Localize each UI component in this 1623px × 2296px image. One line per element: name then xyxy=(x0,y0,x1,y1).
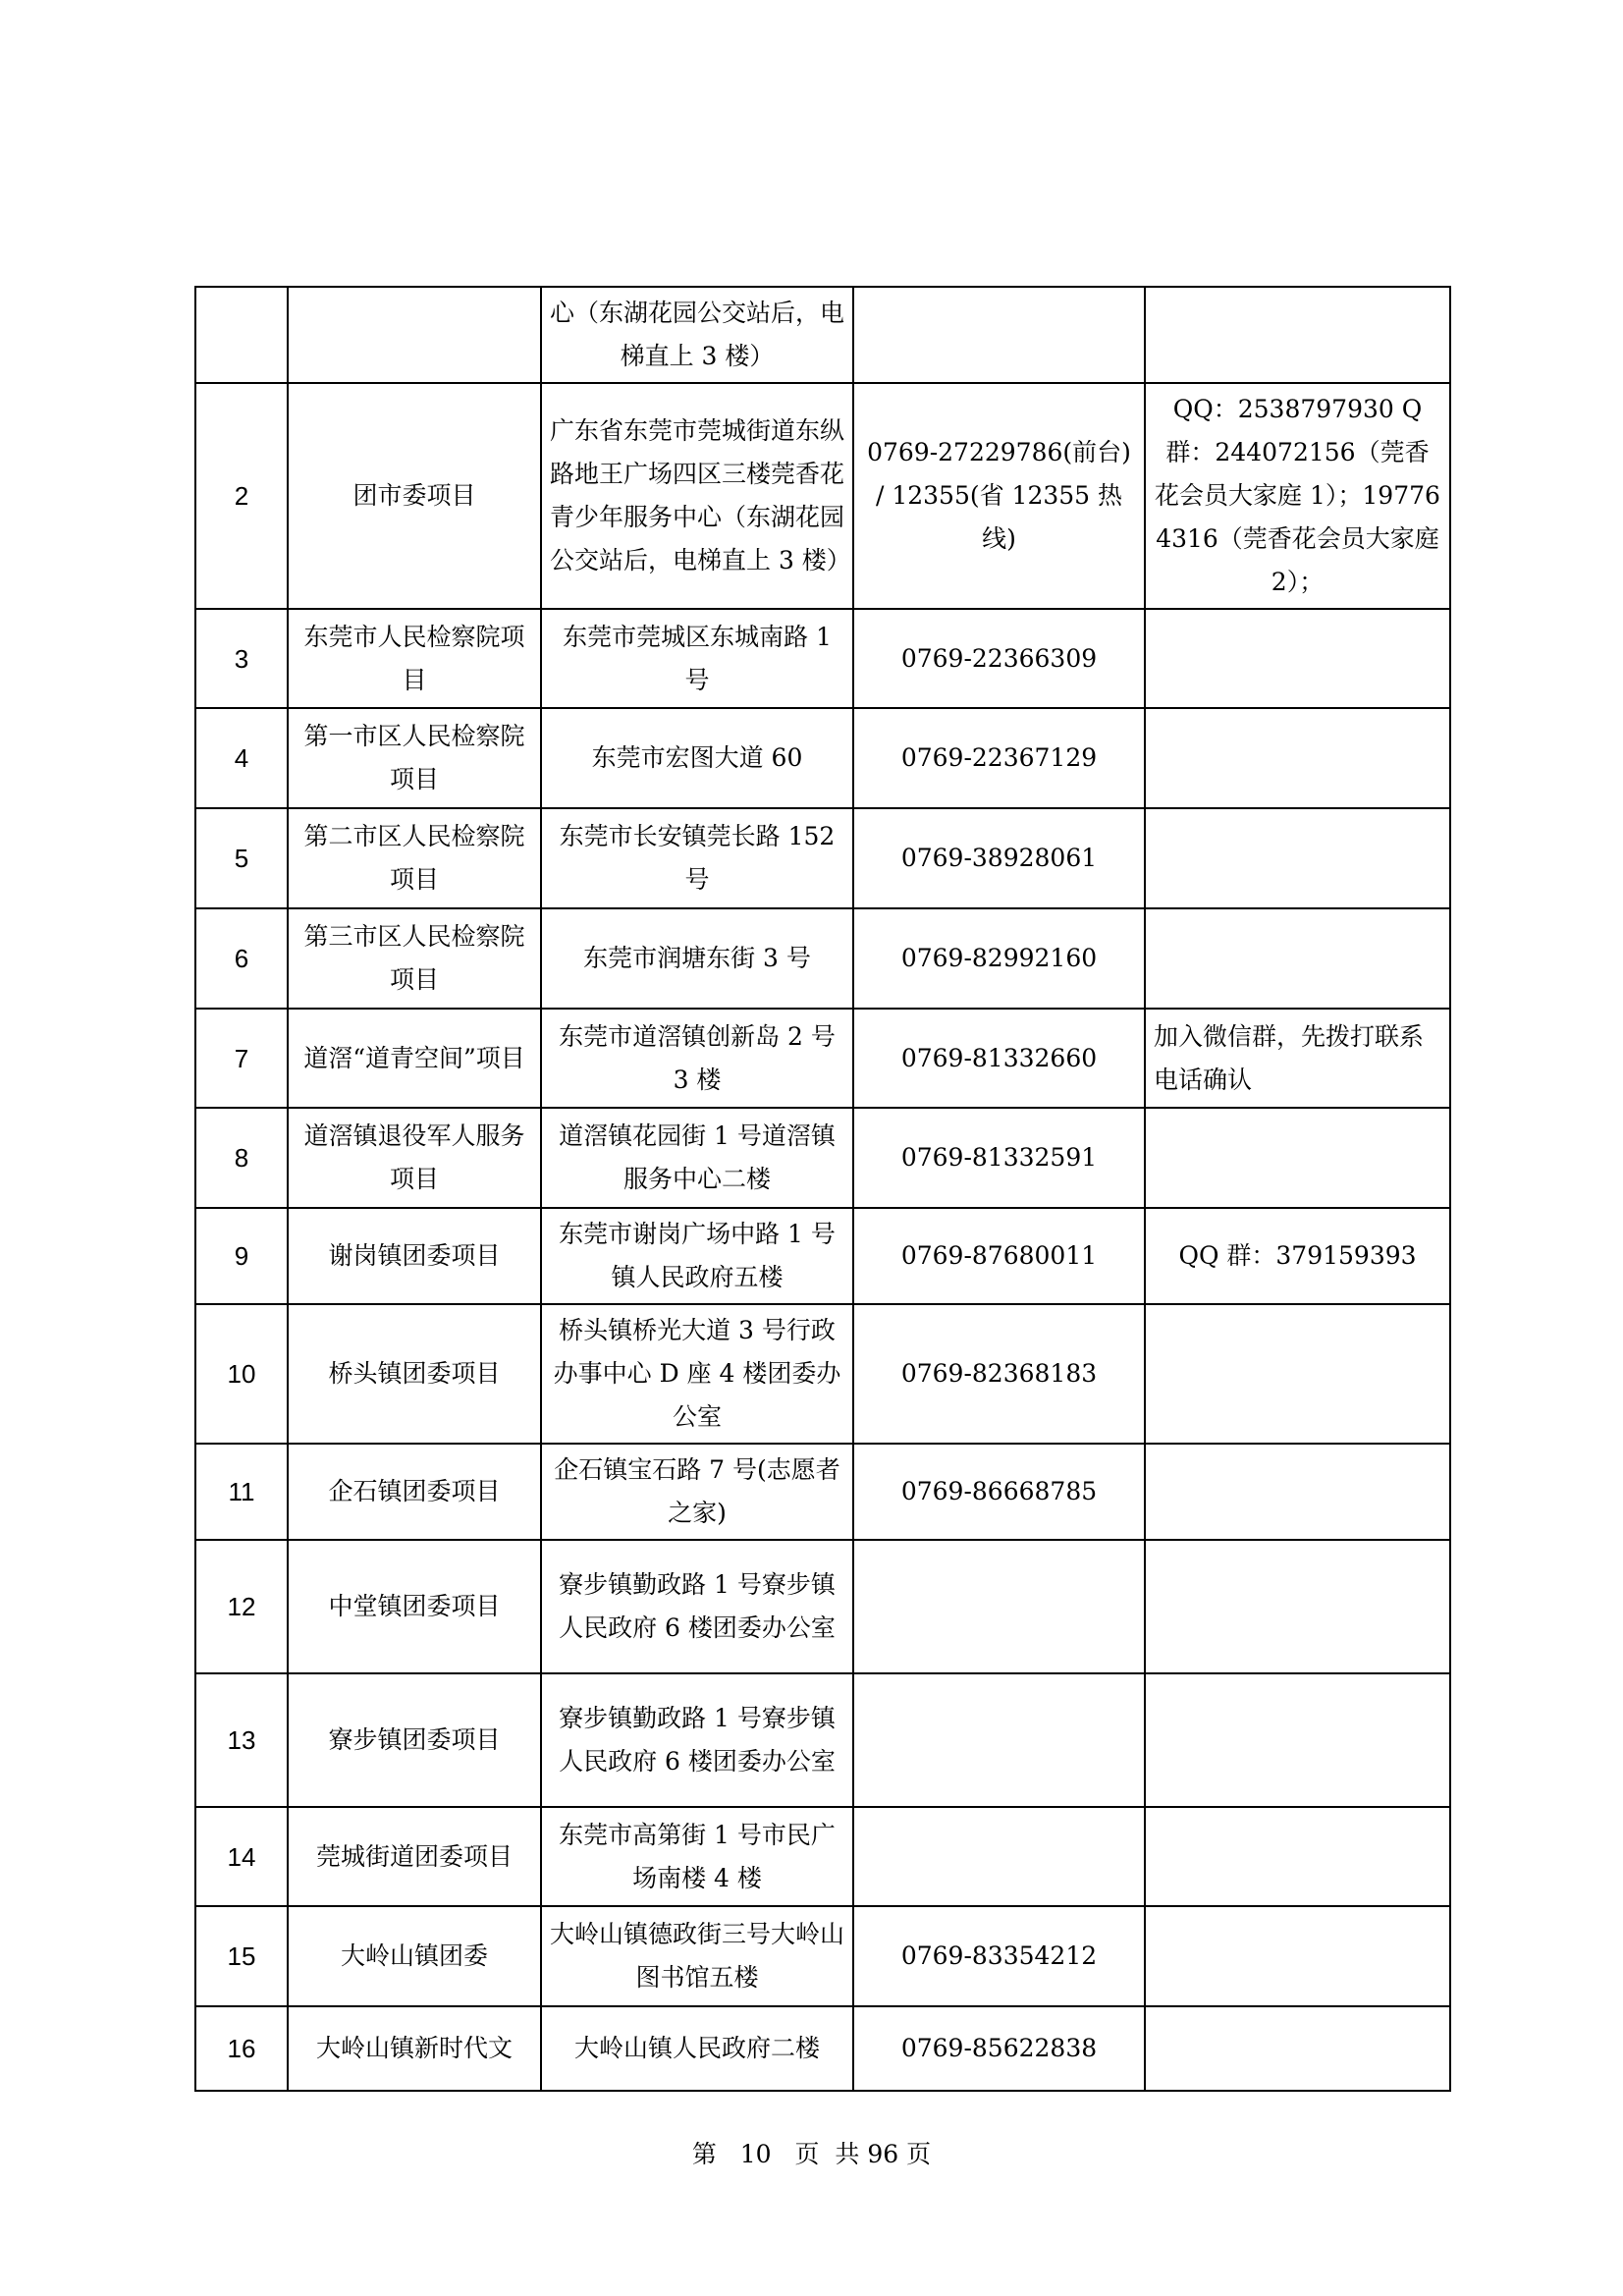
address-cell: 东莞市长安镇莞长路 152 号 xyxy=(541,808,853,908)
row-number-cell: 7 xyxy=(195,1009,288,1108)
note-cell xyxy=(1145,1540,1450,1673)
table-row xyxy=(195,287,1450,383)
note-cell xyxy=(1145,1807,1450,1906)
project-name-cell: 大岭山镇新时代文 xyxy=(288,2006,541,2091)
phone-cell xyxy=(853,287,1145,383)
phone-cell: 0769-87680011 xyxy=(853,1208,1145,1304)
page-suffix: 页 xyxy=(906,2140,932,2168)
row-number-cell: 9 xyxy=(195,1208,288,1304)
table-row xyxy=(195,1009,1450,1108)
table-row xyxy=(195,808,1450,908)
page-prefix: 第 xyxy=(691,2140,717,2168)
address-cell: 东莞市谢岗广场中路 1 号镇人民政府五楼 xyxy=(541,1208,853,1304)
table-row xyxy=(195,708,1450,808)
row-number-cell: 15 xyxy=(195,1906,288,2006)
address-cell: 企石镇宝石路 7 号(志愿者之家) xyxy=(541,1444,853,1540)
table-row xyxy=(195,908,1450,1009)
phone-cell: 0769-85622838 xyxy=(853,2006,1145,2091)
address-cell: 东莞市莞城区东城南路 1 号 xyxy=(541,609,853,708)
project-name-cell: 第三市区人民检察院项目 xyxy=(288,908,541,1009)
note-cell xyxy=(1145,1444,1450,1540)
table-row xyxy=(195,1108,1450,1208)
project-name-cell: 第二市区人民检察院项目 xyxy=(288,808,541,908)
note-cell xyxy=(1145,609,1450,708)
phone-cell: 0769-81332660 xyxy=(853,1009,1145,1108)
phone-cell: 0769-27229786(前台) / 12355(省 12355 热线) xyxy=(853,383,1145,609)
address-cell: 桥头镇桥光大道 3 号行政办事中心 D 座 4 楼团委办公室 xyxy=(541,1304,853,1444)
address-cell: 东莞市宏图大道 60 xyxy=(541,708,853,808)
project-name-cell: 东莞市人民检察院项目 xyxy=(288,609,541,708)
phone-cell: 0769-83354212 xyxy=(853,1906,1145,2006)
project-name-cell: 谢岗镇团委项目 xyxy=(288,1208,541,1304)
project-name-cell: 桥头镇团委项目 xyxy=(288,1304,541,1444)
table-row xyxy=(195,1444,1450,1540)
row-number-cell: 3 xyxy=(195,609,288,708)
phone-cell xyxy=(853,1540,1145,1673)
note-cell: QQ 群：379159393 xyxy=(1145,1208,1450,1304)
table-row xyxy=(195,1208,1450,1304)
row-number-cell: 6 xyxy=(195,908,288,1009)
row-number-cell: 2 xyxy=(195,383,288,609)
address-cell: 心（东湖花园公交站后，电梯直上 3 楼） xyxy=(541,287,853,383)
address-cell: 广东省东莞市莞城街道东纵路地王广场四区三楼莞香花青少年服务中心（东湖花园公交站后，电梯直上 3 楼） xyxy=(541,383,853,609)
note-cell: QQ：2538797930 Q 群：244072156（莞香花会员大家庭 1）；197764316（莞香花会员大家庭 2）； xyxy=(1145,383,1450,609)
table-row xyxy=(195,1304,1450,1444)
row-number-cell xyxy=(195,287,288,383)
table-row xyxy=(195,609,1450,708)
page-middle: 页 共 xyxy=(794,2140,860,2168)
page-footer xyxy=(0,2135,1623,2170)
address-cell: 寮步镇勤政路 1 号寮步镇人民政府 6 楼团委办公室 xyxy=(541,1540,853,1673)
phone-cell: 0769-22367129 xyxy=(853,708,1145,808)
address-cell: 东莞市高第街 1 号市民广场南楼 4 楼 xyxy=(541,1807,853,1906)
table-row xyxy=(195,1906,1450,2006)
address-cell: 大岭山镇德政街三号大岭山图书馆五楼 xyxy=(541,1906,853,2006)
phone-cell: 0769-86668785 xyxy=(853,1444,1145,1540)
note-cell: 加入微信群，先拨打联系电话确认 xyxy=(1145,1009,1450,1108)
note-cell xyxy=(1145,708,1450,808)
project-name-cell: 道滘镇退役军人服务项目 xyxy=(288,1108,541,1208)
note-cell xyxy=(1145,1108,1450,1208)
contact-table xyxy=(194,286,1451,2092)
project-name-cell: 企石镇团委项目 xyxy=(288,1444,541,1540)
note-cell xyxy=(1145,287,1450,383)
row-number-cell: 5 xyxy=(195,808,288,908)
row-number-cell: 13 xyxy=(195,1673,288,1807)
note-cell xyxy=(1145,808,1450,908)
project-name-cell: 中堂镇团委项目 xyxy=(288,1540,541,1673)
project-name-cell: 大岭山镇团委 xyxy=(288,1906,541,2006)
table-row xyxy=(195,1540,1450,1673)
note-cell xyxy=(1145,1304,1450,1444)
address-cell: 东莞市道滘镇创新岛 2 号 3 楼 xyxy=(541,1009,853,1108)
phone-cell: 0769-82368183 xyxy=(853,1304,1145,1444)
address-cell: 寮步镇勤政路 1 号寮步镇人民政府 6 楼团委办公室 xyxy=(541,1673,853,1807)
project-name-cell: 团市委项目 xyxy=(288,383,541,609)
address-cell: 大岭山镇人民政府二楼 xyxy=(541,2006,853,2091)
phone-cell: 0769-38928061 xyxy=(853,808,1145,908)
project-name-cell: 第一市区人民检察院项目 xyxy=(288,708,541,808)
address-cell: 道滘镇花园街 1 号道滘镇服务中心二楼 xyxy=(541,1108,853,1208)
row-number-cell: 12 xyxy=(195,1540,288,1673)
phone-cell xyxy=(853,1673,1145,1807)
address-cell: 东莞市润塘东街 3 号 xyxy=(541,908,853,1009)
project-name-cell: 莞城街道团委项目 xyxy=(288,1807,541,1906)
row-number-cell: 4 xyxy=(195,708,288,808)
page-total: 96 xyxy=(867,2140,899,2168)
row-number-cell: 11 xyxy=(195,1444,288,1540)
row-number-cell: 14 xyxy=(195,1807,288,1906)
row-number-cell: 16 xyxy=(195,2006,288,2091)
phone-cell: 0769-82992160 xyxy=(853,908,1145,1009)
note-cell xyxy=(1145,2006,1450,2091)
phone-cell: 0769-81332591 xyxy=(853,1108,1145,1208)
note-cell xyxy=(1145,908,1450,1009)
row-number-cell: 10 xyxy=(195,1304,288,1444)
table-row xyxy=(195,2006,1450,2091)
phone-cell xyxy=(853,1807,1145,1906)
page-number: 10 xyxy=(739,2140,772,2168)
phone-cell: 0769-22366309 xyxy=(853,609,1145,708)
project-name-cell: 道滘“道青空间”项目 xyxy=(288,1009,541,1108)
table-row xyxy=(195,383,1450,609)
note-cell xyxy=(1145,1906,1450,2006)
note-cell xyxy=(1145,1673,1450,1807)
table-row xyxy=(195,1673,1450,1807)
row-number-cell: 8 xyxy=(195,1108,288,1208)
project-name-cell: 寮步镇团委项目 xyxy=(288,1673,541,1807)
project-name-cell xyxy=(288,287,541,383)
table-row xyxy=(195,1807,1450,1906)
